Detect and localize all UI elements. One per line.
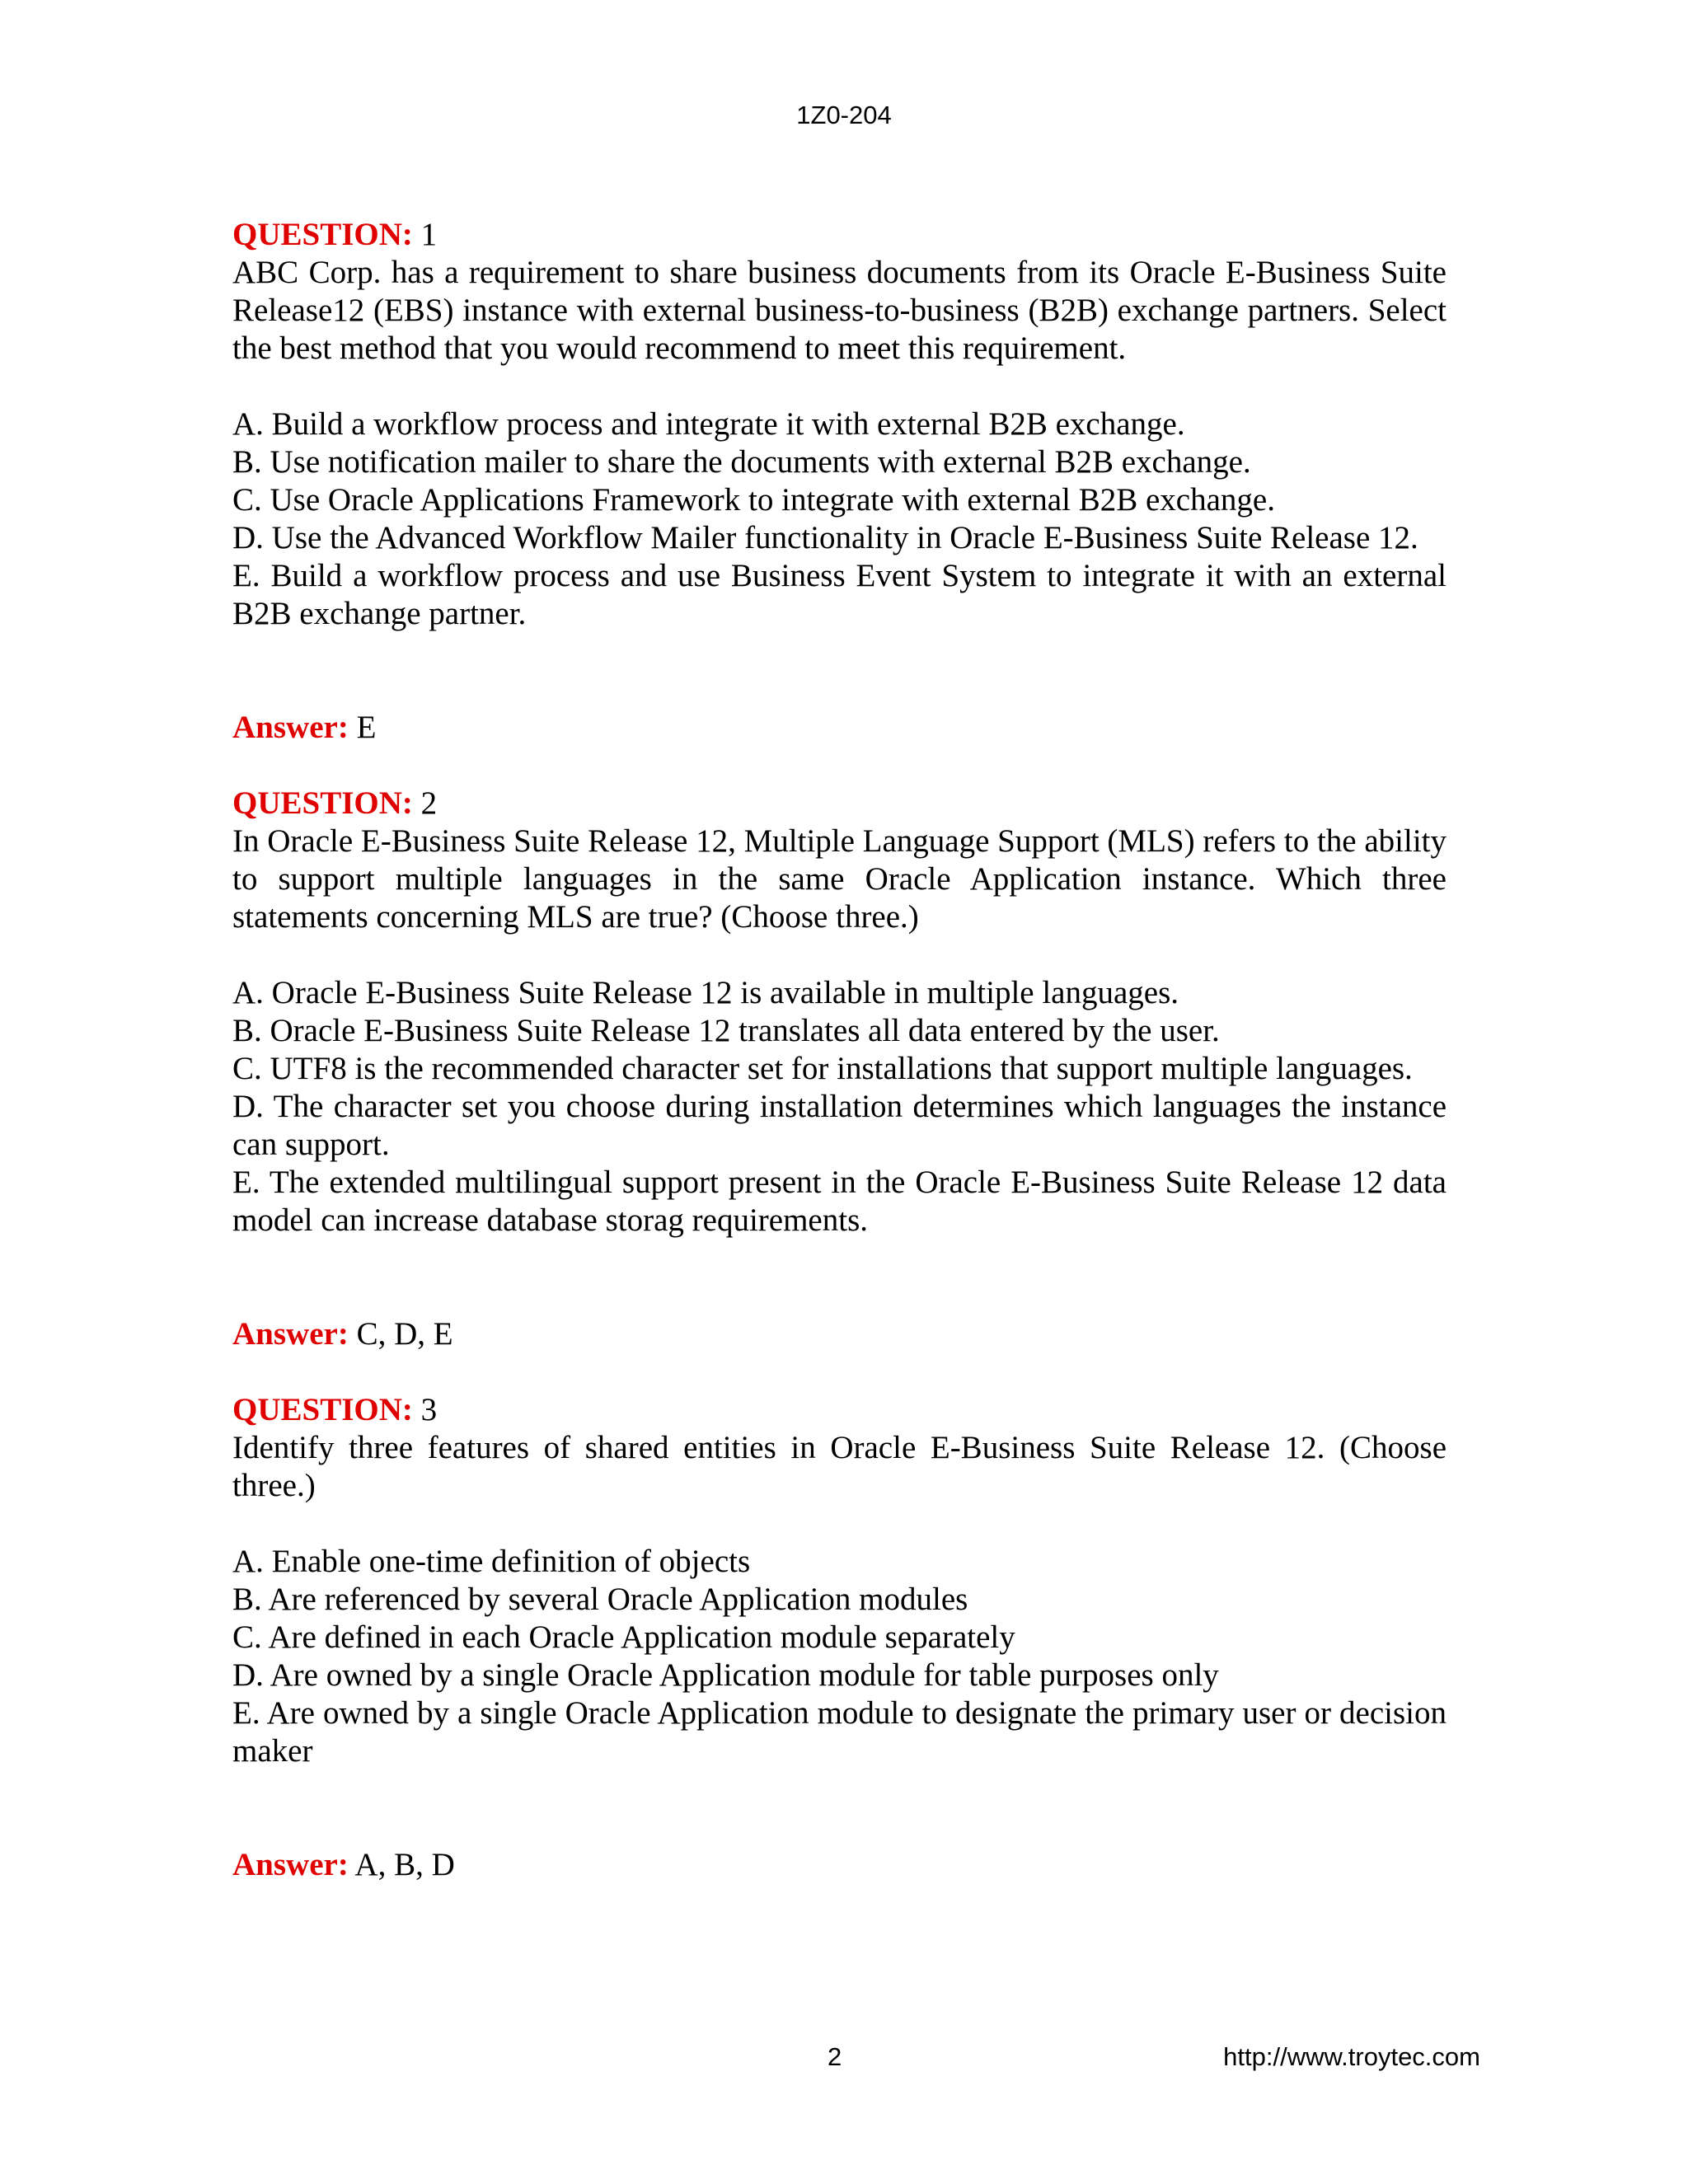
option-c: C. UTF8 is the recommended character set for installations that support multiple languages.: [232, 1051, 1413, 1086]
question-text: Identify three features of shared entities in Oracle E-Business Suite Release 12. (Choose three.): [232, 1430, 1447, 1503]
answer-value: A, B, D: [354, 1847, 455, 1882]
question-number: 1: [420, 217, 438, 252]
page-number: 2: [828, 2042, 842, 2071]
answer-line: [232, 709, 1447, 747]
question-number: 3: [420, 1392, 438, 1427]
option-a: A. Oracle E-Business Suite Release 12 is available in multiple languages.: [232, 975, 1179, 1010]
question-label: QUESTION:: [232, 785, 413, 821]
option-list: [232, 1543, 1447, 1770]
answer-line: [232, 1846, 1447, 1884]
option-e: E. Build a workflow process and use Business Event System to integrate it with an external B2B exchange partner.: [232, 558, 1447, 631]
option-d: D. Use the Advanced Workflow Mailer functionality in Oracle E-Business Suite Release 12.: [232, 520, 1418, 555]
option-c: C. Are defined in each Oracle Application module separately: [232, 1619, 1015, 1655]
option-list: [232, 405, 1447, 633]
option-b: B. Use notification mailer to share the documents with external B2B exchange.: [232, 444, 1251, 480]
option-c: C. Use Oracle Applications Framework to integrate with external B2B exchange.: [232, 482, 1275, 518]
header-exam-code: 1Z0-204: [796, 101, 892, 129]
footer-url-link[interactable]: http://www.troytec.com: [1223, 2042, 1480, 2071]
answer-label: Answer:: [232, 710, 349, 745]
question-1: [232, 216, 1447, 785]
answer-value: C, D, E: [356, 1316, 453, 1352]
question-number: 2: [420, 785, 438, 821]
option-e: E. The extended multilingual support present in the Oracle E-Business Suite Release 12 data model can increase database storag requirements.: [232, 1165, 1447, 1238]
answer-value: E: [356, 710, 377, 745]
question-2: [232, 785, 1447, 1391]
question-heading: [232, 216, 1447, 254]
option-a: A. Build a workflow process and integrate it with external B2B exchange.: [232, 406, 1185, 442]
option-a: A. Enable one-time definition of objects: [232, 1544, 751, 1579]
option-b: B. Oracle E-Business Suite Release 12 translates all data entered by the user.: [232, 1013, 1220, 1048]
question-heading: [232, 785, 1447, 823]
option-d: D. Are owned by a single Oracle Application module for table purposes only: [232, 1657, 1219, 1693]
answer-label: Answer:: [232, 1847, 349, 1882]
answer-label: Answer:: [232, 1316, 349, 1352]
option-b: B. Are referenced by several Oracle Application modules: [232, 1582, 968, 1617]
question-text: In Oracle E-Business Suite Release 12, Multiple Language Support (MLS) refers to the ability to support multiple languages in the same Oracle Application instance. Which three statements concerning MLS are true? (Choose three.): [232, 823, 1447, 935]
question-heading: [232, 1391, 1447, 1429]
option-list: [232, 974, 1447, 1240]
document-body: [232, 216, 1447, 1884]
question-label: QUESTION:: [232, 217, 413, 252]
answer-line: [232, 1315, 1447, 1353]
option-e: E. Are owned by a single Oracle Application module to designate the primary user or decision maker: [232, 1695, 1447, 1769]
question-label: QUESTION:: [232, 1392, 413, 1427]
question-text: ABC Corp. has a requirement to share business documents from its Oracle E-Business Suite Release12 (EBS) instance with external business-to-business (B2B) exchange partners. Select the best method that you would recommend to meet this requirement.: [232, 255, 1447, 366]
option-d: D. The character set you choose during installation determines which languages the instance can support.: [232, 1089, 1447, 1162]
question-3: [232, 1391, 1447, 1884]
